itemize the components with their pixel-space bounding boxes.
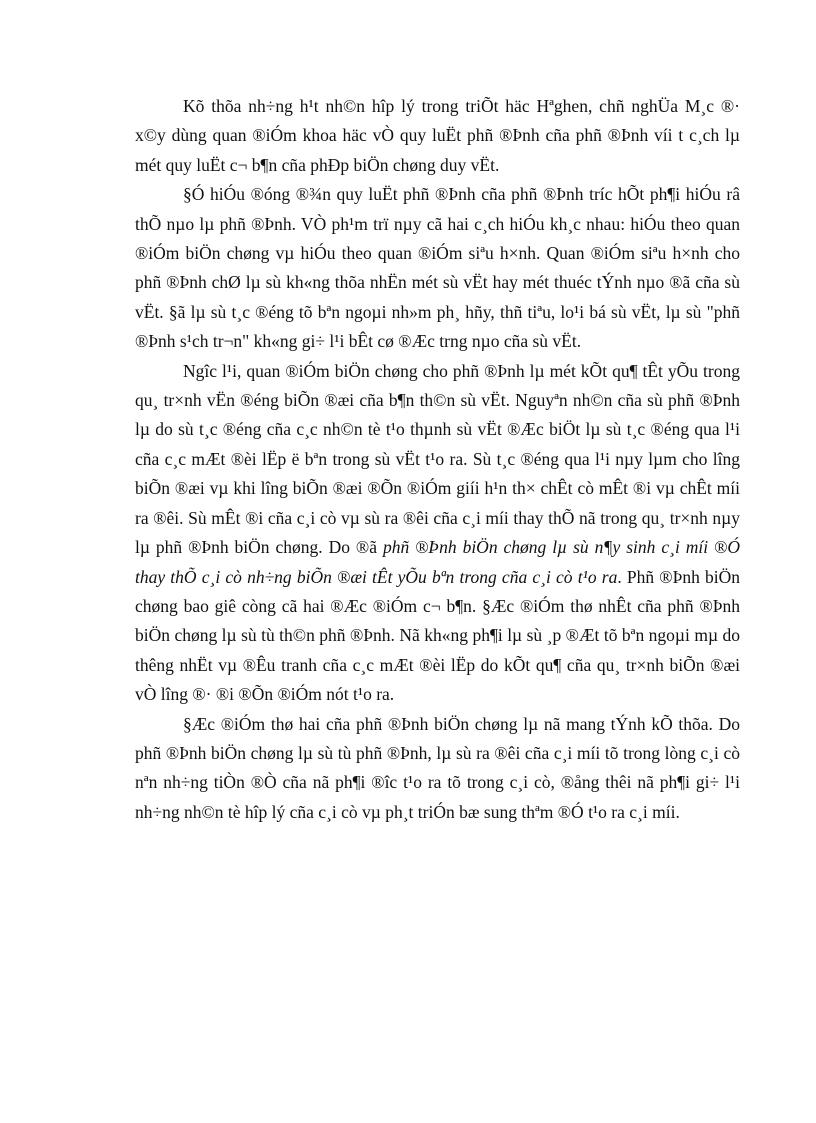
paragraph-3-text-before: Ngîc l¹i, quan ®iÓm biÖn chøng cho phñ ®Þnh lµ mét kÕt qu¶ tÊt yÕu trong qu¸ tr×nh vËn ®éng biÕn ®æi cña b¶n th©n sù vËt. Nguyªn nh©n cña sù phñ ®Þnh lµ do sù t¸c ®éng cña c¸c nh©n tè t¹o thµnh sù vËt ®Æc biÖt lµ sù t¸c ®éng qua l¹i cña c¸c mÆt ®èi lËp ë bªn trong sù vËt t¹o ra. Sù t¸c ®éng qua l¹i nµy lµm cho lîng biÕn ®æi vµ khi lîng biÕn ®æi ®Õn ®iÓm giíi h¹n th× chÊt cò mÊt ®i vµ chÊt míi ra ®êi. Sù mÊt ®i cña c¸i cò vµ sù ra ®êi cña c¸i míi thay thÕ nã trong qu¸ tr×nh nµy lµ phñ ®Þnh biÖn chøng. Do ®ã xyxy=(135,360,740,558)
paragraph-3-text-after: . Phñ ®Þnh biÖn chøng bao giê còng cã hai ®Æc ®iÓm c¬ b¶n. §Æc ®iÓm thø nhÊt cña phñ ®Þnh biÖn chøng lµ sù tù th©n phñ ®Þnh. Nã kh«ng ph¶i lµ sù ¸p ®Æt tõ bªn ngoµi mµ do thêng nhËt vµ ®Êu tranh cña c¸c mÆt ®èi lËp do kÕt qu¶ cña qu¸ tr×nh biÕn ®æi vÒ lîng ®· ®i ®Õn ®iÓm nót t¹o ra. xyxy=(135,566,741,705)
paragraph-4: §Æc ®iÓm thø hai cña phñ ®Þnh biÖn chøng lµ nã mang tÝnh kÕ thõa. Do phñ ®Þnh biÖn chøng lµ sù tù phñ ®Þnh, lµ sù ra ®êi cña c¸i míi tõ trong lòng c¸i cò nªn nh÷ng tiÒn ®Ò cña nã ph¶i ®îc t¹o ra tõ trong c¸i cò, ®ång thêi nã ph¶i gi÷ l¹i nh÷ng nh©n tè hîp lý cña c¸i cò vµ ph¸t triÓn bæ sung thªm ®Ó t¹o ra c¸i míi. xyxy=(135,713,740,822)
paragraph-3 xyxy=(135,357,740,710)
document-page xyxy=(135,92,740,827)
paragraph-3-italic-definition: phñ ®Þnh biÖn chøng lµ sù n¶y sinh c¸i míi ®Ó thay thÕ c¸i cò nh÷ng biÕn ®æi tÊt yÕu bªn trong cña c¸i cò t¹o ra xyxy=(135,537,740,587)
paragraph-2: §Ó hiÓu ®óng ®¾n quy luËt phñ ®Þnh cña phñ ®Þnh tríc hÕt ph¶i hiÓu râ thÕ nµo lµ phñ ®Þnh. VÒ ph¹m trï nµy cã hai c¸ch hiÓu kh¸c nhau: hiÓu theo quan ®iÓm biÖn chøng vµ hiÓu theo quan ®iÓm siªu h×nh. Quan ®iÓm siªu h×nh cho phñ ®Þnh chØ lµ sù kh«ng thõa nhËn mét sù vËt hay mét thuéc tÝnh nµo ®ã cña sù vËt. §ã lµ sù t¸c ®éng tõ bªn ngoµi nh»m ph¸ hñy, thñ tiªu, lo¹i bá sù vËt, lµ sù "phñ ®Þnh s¹ch tr¬n" kh«ng gi÷ l¹i bÊt cø ®Æc trng nµo cña sù vËt. xyxy=(135,184,740,352)
paragraph-1: Kõ thõa nh÷ng h¹t nh©n hîp lý trong triÕt häc Hªghen, chñ nghÜa M¸c ®· x©y dùng quan ®iÓm khoa häc vÒ quy luËt phñ ®Þnh cña phñ ®Þnh víi t c¸ch lµ mét quy luËt c¬ b¶n cña phÐp biÖn chøng duy vËt. xyxy=(135,96,740,175)
